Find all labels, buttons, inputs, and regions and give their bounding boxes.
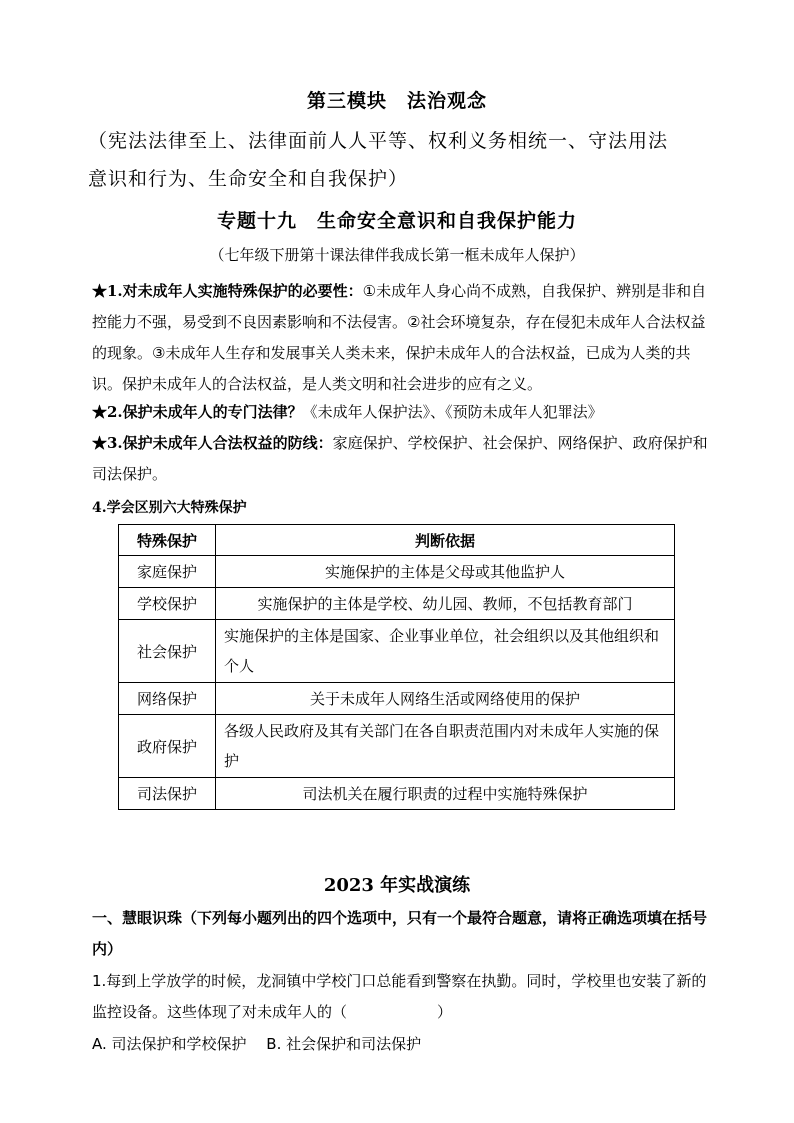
table-cell-basis: 实施保护的主体是学校、幼儿园、教师，不包括教育部门 <box>216 588 675 620</box>
point-3-heading: ★3.保护未成年人合法权益的防线： <box>92 434 333 452</box>
point-4 <box>92 493 712 524</box>
section-1-instructions: 一、慧眼识珠（下列每小题列出的四个选项中，只有一个最符合题意，请将正确选项填在括号内） <box>92 909 708 958</box>
table-cell-type: 司法保护 <box>119 778 216 810</box>
module-subtitle-line1: （宪法法律至上、法律面前人人平等、权利义务相统一、守法用法 <box>88 130 669 152</box>
module-subtitle-line2: 意识和行为、生命安全和自我保护） <box>88 168 409 190</box>
protection-table <box>118 524 675 810</box>
table-cell-basis: 关于未成年人网络生活或网络使用的保护 <box>216 683 675 715</box>
table-cell-basis: 司法机关在履行职责的过程中实施特殊保护 <box>216 778 675 810</box>
table-row <box>119 620 675 683</box>
table-row <box>119 683 675 715</box>
table-cell-type: 社会保护 <box>119 620 216 683</box>
table-cell-type: 学校保护 <box>119 588 216 620</box>
table-row <box>119 715 675 778</box>
point-2-heading: ★2.保护未成年人的专门法律？ <box>92 403 303 421</box>
table-cell-basis: 各级人民政府及其有关部门在各自职责范围内对未成年人实施的保护 <box>216 715 675 778</box>
table-cell-type: 政府保护 <box>119 715 216 778</box>
table-cell-type: 网络保护 <box>119 683 216 715</box>
practice-title: 2023 年实战演练 <box>323 875 471 896</box>
point-1-body: ①未成年人身心尚不成熟，自我保护、辨别是非和自控能力不强，易受到不良因素影响和不法侵害。②社会环境复杂，存在侵犯未成年人合法权益的现象。③未成年人生存和发展事关人类未来，保护未成年人的合法权益，已成为人类的共识。保护未成年人的合法权益，是人类文明和社会进步的应有之义。 <box>92 282 707 393</box>
table-header-type: 特殊保护 <box>119 525 216 556</box>
point-1 <box>92 276 712 400</box>
table-row <box>119 556 675 588</box>
point-3-body: 家庭保护、学校保护、社会保护、网络保护、政府保护和司法保护。 <box>92 434 708 483</box>
table-header-row <box>119 525 675 556</box>
table-row <box>119 778 675 810</box>
topic-subtitle: （七年级下册第十课法律伴我成长第一框未成年人保护） <box>209 246 585 264</box>
table-row <box>119 588 675 620</box>
question-1-options: A. 司法保护和学校保护 B. 社会保护和司法保护 <box>92 1035 422 1053</box>
module-title: 第三模块 法治观念 <box>306 90 487 112</box>
point-4-heading: 4.学会区别六大特殊保护 <box>92 500 247 516</box>
point-2-body: 《未成年人保护法》、《预防未成年人犯罪法》 <box>302 403 603 421</box>
question-1: 1.每到上学放学的时候，龙洞镇中学校门口总能看到警察在执勤。同时，学校里也安装了新的监控设备。这些体现了对未成年人的（ ） <box>92 972 707 1021</box>
point-3 <box>92 428 712 490</box>
table-cell-type: 家庭保护 <box>119 556 216 588</box>
table-cell-basis: 实施保护的主体是国家、企业事业单位，社会组织以及其他组织和个人 <box>216 620 675 683</box>
point-2 <box>92 397 712 428</box>
table-cell-basis: 实施保护的主体是父母或其他监护人 <box>216 556 675 588</box>
topic-title: 专题十九 生命安全意识和自我保护能力 <box>216 210 577 232</box>
point-1-heading: ★1.对未成年人实施特殊保护的必要性： <box>92 282 363 300</box>
table-header-basis: 判断依据 <box>216 525 675 556</box>
